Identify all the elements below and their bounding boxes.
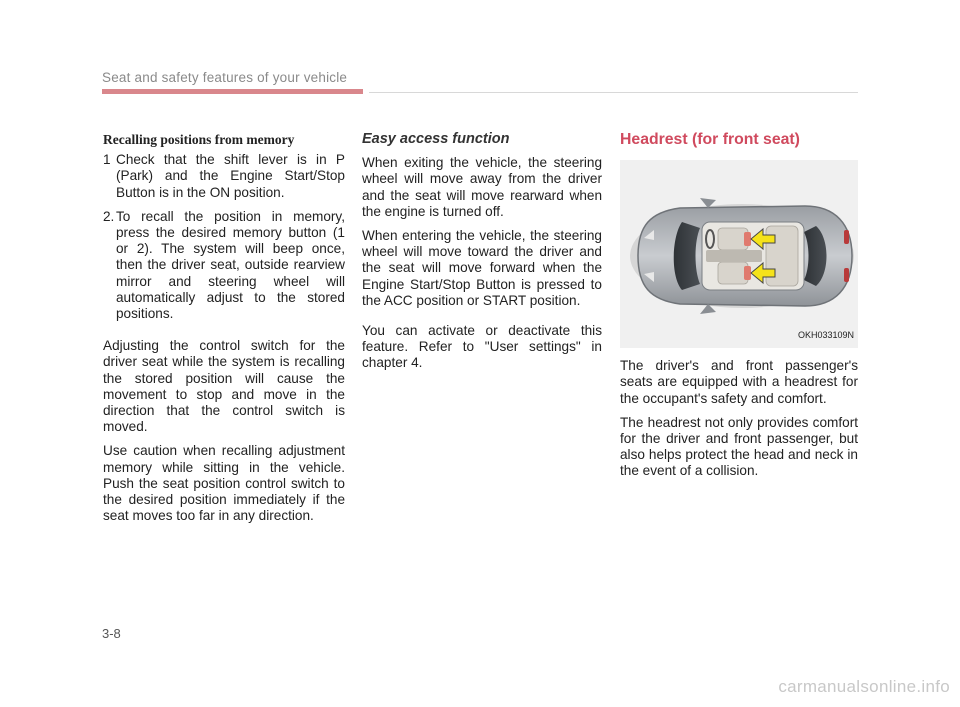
header-accent-bar xyxy=(102,89,363,94)
figure-code: OKH033109N xyxy=(797,330,854,340)
body-paragraph: Use caution when recalling adjustment memory while sitting in the vehicle. Push the seat position control switch to the desired position immediately if the seat moves too far in any direction. xyxy=(103,443,345,524)
headrest-heading: Headrest (for front seat) xyxy=(620,131,800,148)
step-item xyxy=(103,209,345,322)
watermark: carmanualsonline.info xyxy=(778,677,950,696)
step-number: 2. xyxy=(103,208,115,224)
header-title: Seat and safety features of your vehicle xyxy=(102,70,348,85)
header-divider xyxy=(369,92,858,93)
body-paragraph: When exiting the vehicle, the steering wheel will move away from the driver and the seat will move rearward when the engine is turned off. xyxy=(362,155,602,219)
page-number: 3-8 xyxy=(102,626,121,641)
step-number: 1 xyxy=(103,152,111,168)
body-paragraph: Adjusting the control switch for the driver seat while the system is recalling the stored position will cause the movement to stop and move in the direction that the control switch is moved. xyxy=(103,338,345,435)
memory-recall-heading: Recalling positions from memory xyxy=(103,132,295,147)
body-paragraph: The headrest not only provides comfort for the driver and front passenger, but also helps protect the head and neck in the event of a collision. xyxy=(620,414,858,479)
step-item xyxy=(103,152,345,201)
step-text: Check that the shift lever is in P (Park) and the Engine Start/Stop Button is in the ON position. xyxy=(116,152,345,200)
body-paragraph: You can activate or deactivate this feature. Refer to "User settings" in chapter 4. xyxy=(362,323,602,371)
column-headrest xyxy=(620,130,858,488)
car-top-view-figure xyxy=(620,160,858,348)
column-memory-recall xyxy=(103,130,345,532)
body-paragraph: The driver's and front passenger's seats are equipped with a headrest for the occupant's safety and comfort. xyxy=(620,358,858,406)
step-text: To recall the position in memory, press the desired memory button (1 or 2). The system will beep once, then the driver seat, outside rearview mirror and steering wheel will automatically adjust to the stored positions. xyxy=(116,208,345,322)
body-paragraph: When entering the vehicle, the steering wheel will move toward the driver and the seat will move forward when the Engine Start/Stop Button is pressed to the ACC position or START position. xyxy=(362,228,602,308)
column-easy-access xyxy=(362,130,602,380)
car-top-view-illustration xyxy=(620,160,858,348)
easy-access-heading: Easy access function xyxy=(362,131,510,147)
